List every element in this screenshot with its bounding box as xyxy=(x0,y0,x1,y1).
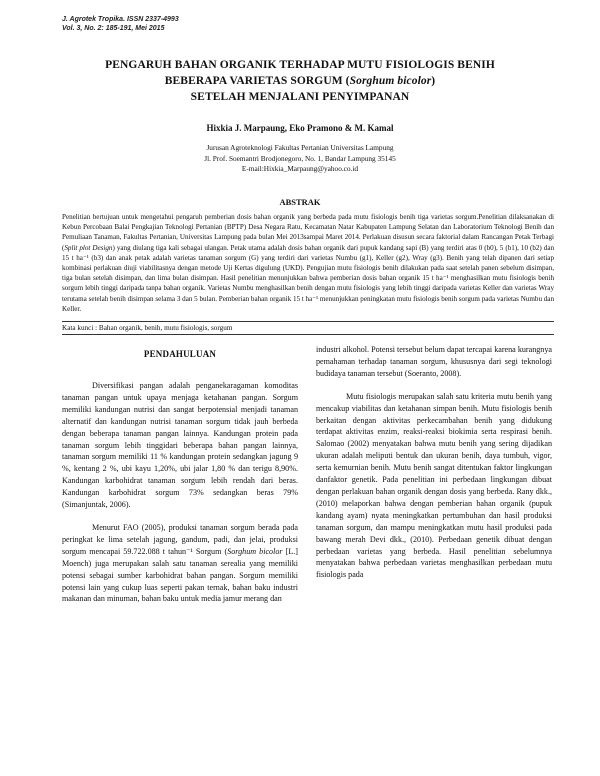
intro-paragraph-2-b: [L.] Moench) juga merupakan salah satu tanaman serealia yang memiliki potensi sebagai sumber karbohidrat bahan pangan. Sorgum memiliki potensi lain yang cukup luas seperti pakan ternak, bahan baku industri makanan dan minuman, bahan baku untuk media jamur merang dan xyxy=(62,546,298,604)
section-heading-pendahuluan: PENDAHULUAN xyxy=(143,349,217,359)
affiliation-email: E-mail:Hixkia_Marpaung@yahoo.co.id xyxy=(241,164,359,173)
keywords-underline xyxy=(62,334,554,335)
intro-paragraph-1: Diversifikasi pangan adalah penganekaragaman komoditas tanaman pangan untuk upaya menjaga ketahanan pangan. Sorgum memiliki kandungan nutrisi dan sangat berpotensial menjadi tanaman alternatif dan kandungan nutrisi tanaman sorgum tidak jauh berbeda dengan beberapa tanaman pangan lainnya. Kandungan protein pada tanaman sorgum lebih tinggidari beberapa bahan pangan lainnya, tanaman sorgum memiliki 11 % kandungan protein sedangkan jagung 9 %, kentang 2 %, ubi kayu 1,20%, ubi jalar 1,80 % dan terigu 8,90%. Kandungan karbohidrat tanaman sorgum lebih rendah dari beras. Kandungan karbohidrat sorgum 73% sedangkan beras 79% (Simanjuntak, 2006). xyxy=(62,381,298,510)
intro-paragraph-4: Mutu fisiologis merupakan salah satu kriteria mutu benih yang mencakup viabilitas dan ketahanan simpan benih. Mutu fisiologis benih berkaitan dengan aktivitas perkecambahan benih yang didukung terdapat aktivitas enzim, reaksi-reaksi biokimia serta respirasi benih. Salomao (2002) menyatakan bahwa mutu benih yang sering dijadikan ukuran adalah meliputi bentuk dan ukuran benih, daya tumbuh, vigor, serta kemurnian benih. Mutu benih sangat ditentukan faktor lingkungan danfaktor genetik. Pada penelitian ini perbedaan lingkungan dibuat dengan perlakuan bahan organik dengan dosis yang berbeda. Rany dkk., (2010) melaporkan bahwa dengan pemberian bahan organik (pupuk kandang ayam) nyata meningkatkan pertumbuhan dan hasil produksi tanaman sorgum, dan mampu meningkatkan mutu hasil produksi pada bawang merah Devi dkk., (2010). Perbedaan genetik dibuat dengan perbedaan varietas yang berbeda. Hasil penelitian sebelumnya menyatakan bahwa perbedaan varietas menghasilkan perbedaan mutu fisiologis pada xyxy=(316,391,552,580)
author-list: Hixkia J. Marpaung, Eko Pramono & M. Kamal xyxy=(206,123,394,133)
keywords-divider xyxy=(62,321,554,322)
title-line-2-prefix: BEBERAPA VARIETAS SORGUM ( xyxy=(164,75,350,87)
abstract-text-part-2: ) yang diulang tiga kali sebagai ulangan. Petak utama adalah dosis bahan organik dari pupuk kandang sapi (B) yang terdiri atas 0 (b0), 5 (b1), 10 (b2) dan 15 t ha⁻¹ (b3) dan anak petak adalah varietas tanaman sorgum (G) yang terdiri dari varietas Numbu (g1), Keller (g2), Wray (g3). Benih yang telah dipanen dari setiap kombinasi perlakuan diuji viabilitasnya dengan metode Uji Kertas digulung (UKD). Pengujian mutu fisiologis benih dilakukan pada saat setelah panen sebelum disimpan, tiga bulan setelah disimpan, dan lima bulan disimpan. Hasil penelitian menunjukkan bahwa pemberian dosis bahan organik 15 t ha⁻¹ menghasilkan mutu fisiologis benih sorgum lebih tinggi daripada tanpa bahan organik. Varietas Numbu menghasilkan benih dengan mutu fisiologis yang lebih tinggi daripada varietas Keller dan varietas Wray terutama setelah benih disimpan selama 3 dan 5 bulan. Pemberian bahan organik 15 t ha⁻¹ menunjukkan peningkatan mutu fisiologis benih sorgum pada varietas Numbu dan Keller. xyxy=(62,243,555,313)
journal-header xyxy=(62,15,179,33)
intro-paragraph-2 xyxy=(62,522,298,605)
intro-paragraph-2-species: Sorghum bicolor xyxy=(227,546,283,556)
title-species: Sorghum bicolor xyxy=(349,75,432,87)
affiliation-department: Jurusan Agroteknologi Fakultas Pertanian Universitas Lampung xyxy=(206,143,394,152)
title-line-2-suffix: ) xyxy=(431,75,436,87)
left-column xyxy=(62,344,298,605)
abstract-body xyxy=(62,212,554,314)
journal-issn: J. Agrotek Tropika. ISSN 2337-4993 xyxy=(62,16,179,23)
intro-paragraph-2-a: Menurut FAO (2005), produksi tanaman sorgum berada pada peringkat ke lima setelah jagung, gandum, padi, dan jelai, produksi sorgum mencapai 59.722.088 t tahun⁻¹ Sorgum ( xyxy=(62,522,298,556)
keywords: Kata kunci : Bahan organik, benih, mutu fisiologis, sorgum xyxy=(62,324,233,332)
abstract-heading: ABSTRAK xyxy=(279,197,321,207)
intro-paragraph-3: industri alkohol. Potensi tersebut belum dapat tercapai karena kurangnya pemahaman terhadap tanaman sorgum, khususnya dari segi teknologi budidaya tanaman tersebut (Soeranto, 2008). xyxy=(316,345,552,378)
title-line-2 xyxy=(40,73,560,89)
right-column xyxy=(316,344,552,581)
abstract-split-plot: Split plot Design xyxy=(64,243,113,252)
title-line-3: SETELAH MENJALANI PENYIMPANAN xyxy=(190,91,410,103)
affiliation xyxy=(40,143,560,175)
title-line-1: PENGARUH BAHAN ORGANIK TERHADAP MUTU FISIOLOGIS BENIH xyxy=(105,59,495,71)
paper-title xyxy=(40,57,560,105)
journal-volume: Vol. 3, No. 2: 185-191, Mei 2015 xyxy=(62,25,165,32)
affiliation-address: Jl. Prof. Soemantri Brodjonegoro, No. 1, Bandar Lampung 35145 xyxy=(204,153,396,163)
abstract-text-part-1: Penelitian bertujuan untuk mengetahui pengaruh pemberian dosis bahan organik yang berbeda pada mutu fisiologis benih tiga varietas sorgum.Penelitian dilaksanakan di Kebun Percobaan Balai Pengkajian Teknologi Pertanian (BPTP) Desa Negara Ratu, Kecamatan Natar Kabupaten Lampung Selatan dan Laboratorium Teknologi Benih dan Pemuliaan Tanaman, Fakultas Pertanian, Universitas Lampung pada bulan Mei 2013sampai Maret 2014. Perlakuan disusun secara faktorial dalam Rancangan Petak Terbagi ( xyxy=(62,213,554,252)
